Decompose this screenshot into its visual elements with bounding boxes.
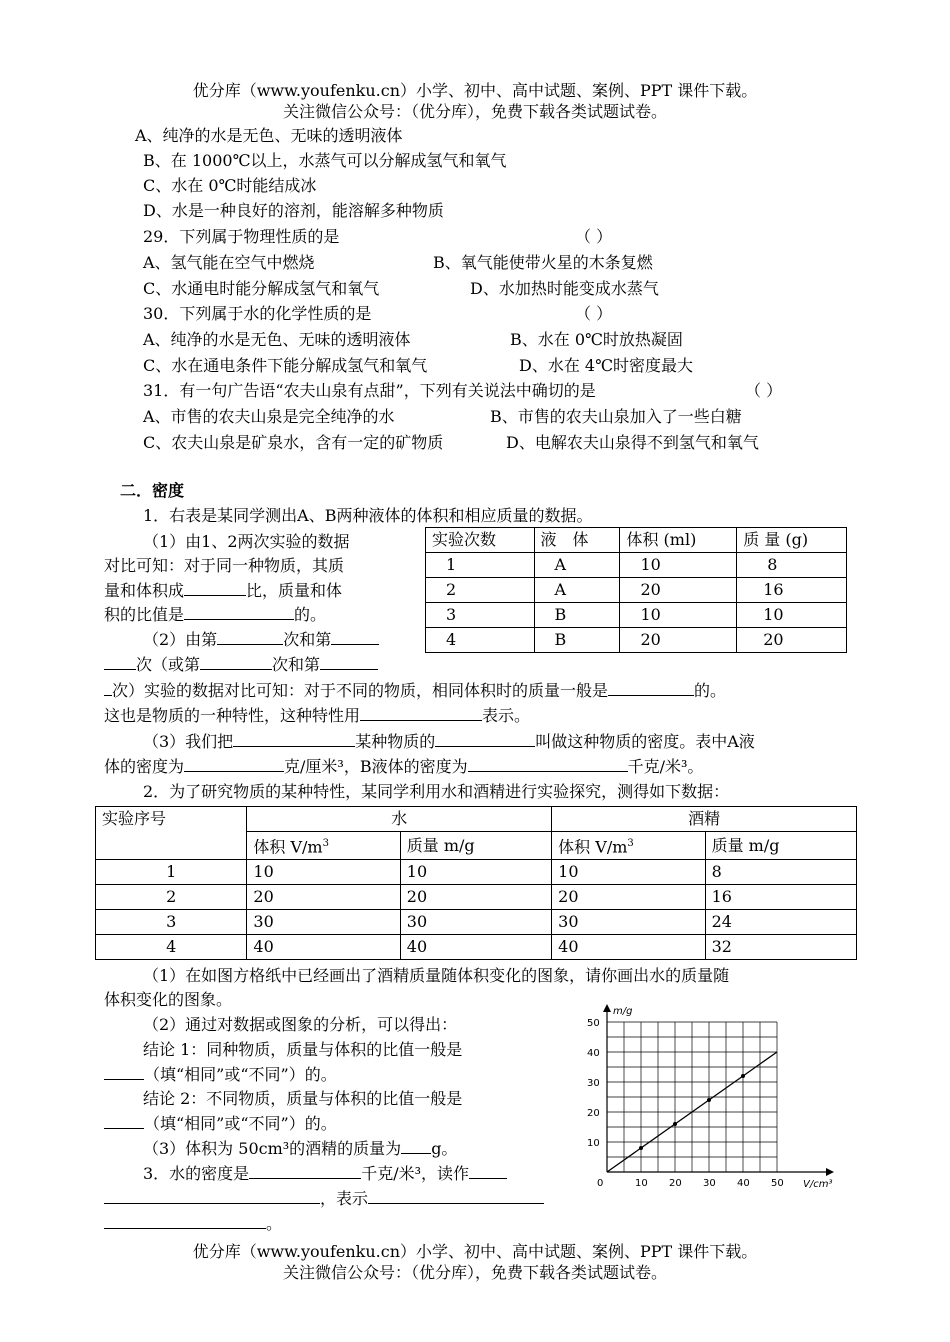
table-header-row: [426, 528, 847, 553]
blank-read-as[interactable]: [469, 1162, 507, 1179]
table-row: [96, 860, 857, 885]
q30-option-a: A、纯净的水是无色、无味的透明液体: [143, 330, 411, 349]
q29-stem: 29．下列属于物理性质的是: [143, 227, 340, 246]
q28-option-d: D、水是一种良好的溶剂，能溶解多种物质: [143, 201, 444, 220]
p1-3-line-b: 体的密度为 克/厘米³，B液体的密度为 千克/米³。: [104, 757, 704, 776]
p1-1-line-c: 量和体积成 比，质量和体: [104, 581, 343, 600]
blank-meaning-2[interactable]: [104, 1212, 266, 1229]
table-cell: 4: [426, 628, 535, 653]
table-row: [96, 910, 857, 935]
mass-volume-chart: [585, 1000, 845, 1195]
p1-2-line-c: 次）实验的数据对比可知：对于不同的物质，相同体积时的质量一般是 的。: [104, 679, 726, 702]
p1-intro: 1．右表是某同学测出A、B两种液体的体积和相应质量的数据。: [143, 506, 593, 525]
table-cell: 30: [552, 910, 705, 935]
table-cell: 3: [426, 603, 535, 628]
p1-1-line-d: 积的比值是 的。: [104, 605, 327, 624]
table-cell: 10: [620, 553, 737, 578]
table-cell: 8: [737, 553, 847, 578]
blank-trial-2b[interactable]: [104, 653, 136, 670]
table-cell: 20: [247, 885, 400, 910]
y-axis-arrow: [603, 1004, 611, 1012]
table-header-cell: 体积 $V/m^3$: [552, 832, 705, 860]
p1-1-line-b: 对比可知：对于同一种物质，其质: [104, 556, 345, 575]
blank-read-as-2[interactable]: [104, 1187, 320, 1204]
q31-option-c: C、农夫山泉是矿泉水，含有一定的矿物质: [143, 433, 444, 452]
table-cell: 1: [96, 860, 247, 885]
blank-alcohol-mass[interactable]: [401, 1137, 431, 1154]
p3-line-b: ，表示: [104, 1187, 544, 1210]
table-cell: A: [534, 553, 620, 578]
q28-option-c: C、水在 0℃时能结成冰: [143, 176, 317, 195]
data-point: [707, 1098, 711, 1102]
table-cell: 10: [400, 860, 551, 885]
header-line-1: 优分库（www.youfenku.cn）小学、初中、高中试题、案例、PPT 课件下载。: [192, 81, 758, 100]
table-header-cell: 酒精: [552, 807, 857, 832]
x-tick-label: 0: [597, 1178, 604, 1189]
q31-answer-paren: （ ）: [745, 381, 783, 400]
x-axis-arrow: [826, 1168, 834, 1176]
q30-option-c: C、水在通电条件下能分解成氢气和氧气: [143, 356, 428, 375]
q28-option-b: B、在 1000℃以上，水蒸气可以分解成氢气和氧气: [143, 151, 507, 170]
water-alcohol-table: [95, 806, 857, 960]
q30-answer-paren: （ ）: [575, 304, 613, 323]
q29-option-b: B、氧气能使带火星的木条复燃: [433, 253, 653, 272]
table-header-cell: 实验次数: [426, 528, 535, 553]
table-row: [426, 553, 847, 578]
q31-option-a: A、市售的农夫山泉是完全纯净的水: [143, 407, 395, 426]
table-header-cell: 质量 m/g: [400, 832, 551, 860]
table-cell: 2: [426, 578, 535, 603]
blank-conclusion-2[interactable]: [104, 1112, 144, 1129]
q30-stem: 30．下列属于水的化学性质的是: [143, 304, 372, 323]
liquid-data-table: [425, 527, 847, 653]
table-header-cell: 体积 $V/m^3$: [247, 832, 400, 860]
table-cell: 20: [552, 885, 705, 910]
table-cell: 8: [705, 860, 856, 885]
p2-3: （3）体积为 50cm³的酒精的质量为 g。: [143, 1139, 458, 1158]
table-cell: 30: [400, 910, 551, 935]
x-tick-label: 40: [737, 1178, 750, 1189]
table-cell: 10: [737, 603, 847, 628]
data-point: [673, 1122, 677, 1126]
conclusion-1-a: 结论 1：同种物质，质量与体积的比值一般是: [143, 1040, 463, 1059]
chart-ticks: [587, 1018, 784, 1189]
x-tick-label: 50: [771, 1178, 784, 1189]
blank-property[interactable]: [360, 704, 482, 721]
table-cell: 40: [552, 935, 705, 960]
table-header-cell: 质 量 (g): [737, 528, 847, 553]
footer-line-1: 优分库（www.youfenku.cn）小学、初中、高中试题、案例、PPT 课件下载。: [192, 1242, 758, 1261]
p3-line-c: 。: [104, 1212, 282, 1235]
x-tick-label: 20: [669, 1178, 682, 1189]
blank-definition-1[interactable]: [233, 730, 355, 747]
table-header-cell: 实验序号: [96, 807, 247, 860]
x-tick-label: 30: [703, 1178, 716, 1189]
table-cell: 10: [247, 860, 400, 885]
x-tick-label: 10: [635, 1178, 648, 1189]
y-tick-label: 50: [587, 1018, 600, 1029]
header-line-2: 关注微信公众号：（优分库），免费下载各类试题试卷。: [282, 102, 667, 121]
blank-trial-3[interactable]: [200, 653, 272, 670]
p2-2: （2）通过对数据或图象的分析，可以得出：: [143, 1015, 458, 1034]
blank-density-b[interactable]: [468, 755, 628, 772]
conclusion-2-b: （填“相同”或“不同”）的。: [104, 1112, 337, 1135]
q30-option-d: D、水在 4℃时密度最大: [519, 356, 693, 375]
p1-3-line-a: （3）我们把 某种物质的 叫做这种物质的密度。表中A液: [143, 732, 755, 751]
table-header-row: [96, 807, 857, 832]
table-row: [96, 935, 857, 960]
blank-ratio[interactable]: [184, 603, 294, 620]
blank-trial-2[interactable]: [331, 628, 379, 645]
table-cell: 3: [96, 910, 247, 935]
data-point: [639, 1146, 643, 1150]
table-cell: 20: [400, 885, 551, 910]
blank-trial-4[interactable]: [320, 653, 378, 670]
table-cell: 10: [620, 603, 737, 628]
q29-option-d: D、水加热时能变成水蒸气: [470, 279, 659, 298]
table-cell: 4: [96, 935, 247, 960]
p2-intro: 2．为了研究物质的某种特性，某同学利用水和酒精进行实验探究，测得如下数据：: [143, 782, 730, 801]
p1-2-line-d: 这也是物质的一种特性，这种特性用 表示。: [104, 706, 531, 725]
y-tick-label: 30: [587, 1078, 600, 1089]
table-cell: B: [534, 603, 620, 628]
table-cell: 40: [247, 935, 400, 960]
y-tick-label: 20: [587, 1108, 600, 1119]
table-header-cell: 质量 m/g: [705, 832, 856, 860]
blank-proportion[interactable]: [184, 579, 246, 596]
table-cell: 16: [705, 885, 856, 910]
table-cell: 20: [737, 628, 847, 653]
p1-2-line-b: 次（或第 次和第: [104, 653, 378, 676]
q28-option-a: A、纯净的水是无色、无味的透明液体: [135, 126, 403, 145]
conclusion-1-b: （填“相同”或“不同”）的。: [104, 1063, 337, 1086]
table-row: [96, 885, 857, 910]
table-cell: 32: [705, 935, 856, 960]
table-cell: 20: [620, 628, 737, 653]
table-cell: 24: [705, 910, 856, 935]
table-row: [426, 578, 847, 603]
q31-option-b: B、市售的农夫山泉加入了一些白糖: [490, 407, 742, 426]
p1-2-line-a: （2）由第 次和第: [143, 628, 379, 651]
p2-1-line-a: （1）在如图方格纸中已经画出了酒精质量随体积变化的图象，请你画出水的质量随: [143, 966, 730, 985]
footer-line-2: 关注微信公众号：（优分库），免费下载各类试题试卷。: [282, 1263, 667, 1282]
y-tick-label: 10: [587, 1138, 600, 1149]
table-header-cell: 体积 (ml): [620, 528, 737, 553]
table-cell: 30: [247, 910, 400, 935]
blank-meaning[interactable]: [368, 1187, 544, 1204]
table-cell: 1: [426, 553, 535, 578]
blank-trial-4b[interactable]: [104, 679, 112, 696]
blank-density-a[interactable]: [184, 755, 284, 772]
chart-y-label: m/g: [613, 1006, 633, 1017]
p3-line-a: 3．水的密度是 千克/米³，读作: [143, 1162, 507, 1185]
table-cell: 40: [400, 935, 551, 960]
p2-1-line-b: 体积变化的图象。: [104, 990, 233, 1009]
chart-x-label: V/cm³: [803, 1179, 833, 1190]
blank-conclusion-1[interactable]: [104, 1063, 144, 1080]
data-point: [741, 1074, 745, 1078]
table-header-cell: 液 体: [534, 528, 620, 553]
table-cell: A: [534, 578, 620, 603]
q29-option-a: A、氢气能在空气中燃烧: [143, 253, 315, 272]
table-cell: 16: [737, 578, 847, 603]
blank-definition-2[interactable]: [435, 730, 535, 747]
table-cell: 2: [96, 885, 247, 910]
table-cell: B: [534, 628, 620, 653]
q29-answer-paren: （ ）: [575, 227, 613, 246]
q29-option-c: C、水通电时能分解成氢气和氧气: [143, 279, 380, 298]
table-header-cell: 水: [247, 807, 552, 832]
p1-1-line-a: （1）由1、2两次实验的数据: [143, 532, 350, 551]
q31-stem: 31．有一句广告语“农夫山泉有点甜”，下列有关说法中确切的是: [143, 381, 596, 400]
chart-grid: [607, 1022, 777, 1172]
y-tick-label: 40: [587, 1048, 600, 1059]
blank-trial-1[interactable]: [217, 628, 283, 645]
blank-water-density[interactable]: [249, 1162, 361, 1179]
table-cell: 10: [552, 860, 705, 885]
section-title: 二．密度: [120, 481, 185, 500]
q30-option-b: B、水在 0℃时放热凝固: [510, 330, 683, 349]
q31-option-d: D、电解农夫山泉得不到氢气和氧气: [506, 433, 759, 452]
table-row: [426, 603, 847, 628]
table-row: [426, 628, 847, 653]
blank-mass-compare[interactable]: [608, 679, 694, 696]
table-cell: 20: [620, 578, 737, 603]
conclusion-2-a: 结论 2：不同物质，质量与体积的比值一般是: [143, 1089, 463, 1108]
